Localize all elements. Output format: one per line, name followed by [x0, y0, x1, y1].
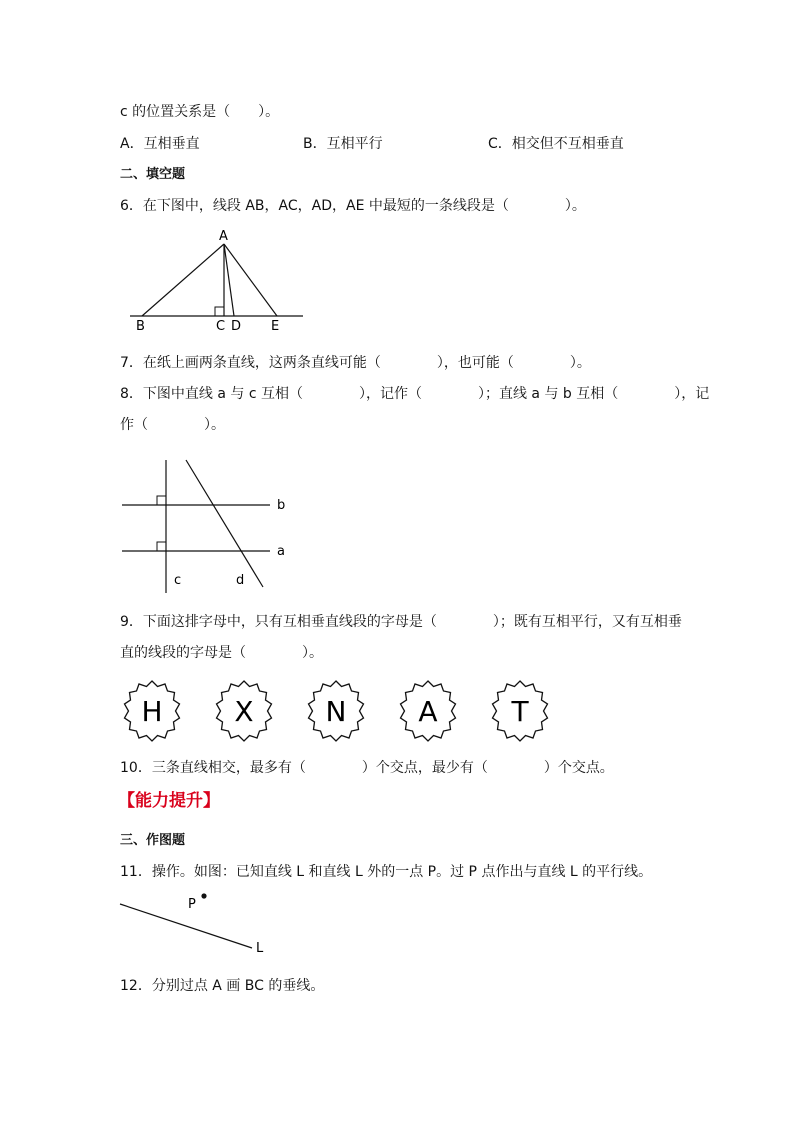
letter-badge-x	[217, 681, 272, 741]
q6-right-angle-mark	[215, 307, 224, 316]
letter-n: N	[325, 695, 347, 728]
q11-line-l	[120, 904, 252, 948]
q8-label-a: a	[277, 544, 285, 559]
q6-label-c: C	[216, 319, 226, 334]
q10-text: 10．三条直线相交，最多有（ ）个交点，最少有（ ）个交点。	[120, 760, 614, 776]
q5-text: c 的位置关系是（ ）。	[120, 104, 280, 120]
q8-right-angle-mark-b	[157, 496, 166, 505]
section-title-drawing: 三、作图题	[120, 833, 186, 848]
q6-text: 6．在下图中，线段 AB，AC，AD，AE 中最短的一条线段是（ ）。	[120, 198, 586, 214]
q5-option-c[interactable]: C．相交但不互相垂直	[488, 136, 624, 152]
q9-text-line1: 9．下面这排字母中，只有互相垂直线段的字母是（ ）；既有互相平行，又有互相垂	[120, 614, 682, 630]
letter-t: T	[511, 695, 529, 728]
letter-badge-n	[309, 681, 364, 741]
q8-text-line2: 作（ ）。	[120, 417, 225, 433]
q11-point-p	[201, 893, 206, 898]
q8-label-c: c	[174, 573, 182, 588]
q7-text: 7．在纸上画两条直线，这两条直线可能（ ），也可能（ ）。	[120, 355, 591, 371]
q6-segment-ab	[142, 244, 224, 316]
letter-x: X	[234, 695, 254, 728]
q8-text-line1: 8．下图中直线 a 与 c 互相（ ），记作（ ）；直线 a 与 b 互相（ ），记	[120, 386, 710, 402]
q12-text: 12．分别过点 A 画 BC 的垂线。	[120, 978, 325, 994]
q6-label-a: A	[219, 229, 228, 244]
q8-label-d: d	[236, 573, 245, 588]
q5-option-b[interactable]: B．互相平行	[303, 136, 383, 152]
letter-badge-t	[493, 681, 548, 741]
q9-text-line2: 直的线段的字母是（ ）。	[120, 645, 323, 661]
q8-label-b: b	[277, 498, 286, 513]
letter-badge-a	[401, 681, 456, 741]
q6-label-d: D	[231, 319, 242, 334]
q8-line-d	[186, 460, 263, 587]
q11-text: 11．操作。如图：已知直线 L 和直线 L 外的一点 P。过 P 点作出与直线 L 的平行线。	[120, 864, 653, 880]
q6-figure	[120, 228, 320, 338]
q8-right-angle-mark-a	[157, 542, 166, 551]
q6-label-b: B	[136, 319, 145, 334]
letter-badge-h	[125, 681, 180, 741]
q11-figure	[120, 890, 280, 955]
q11-label-p: P	[188, 897, 196, 912]
q5-option-a[interactable]: A．互相垂直	[120, 136, 200, 152]
q11-label-l: L	[256, 941, 264, 956]
q8-figure	[120, 455, 300, 595]
section-title-ability: 【能力提升】	[118, 791, 220, 811]
q6-label-e: E	[271, 319, 280, 334]
q9-letter-row	[120, 675, 560, 747]
letter-h: H	[141, 695, 163, 728]
section-title-fill-blank: 二、填空题	[120, 167, 186, 182]
letter-a: A	[418, 695, 438, 728]
